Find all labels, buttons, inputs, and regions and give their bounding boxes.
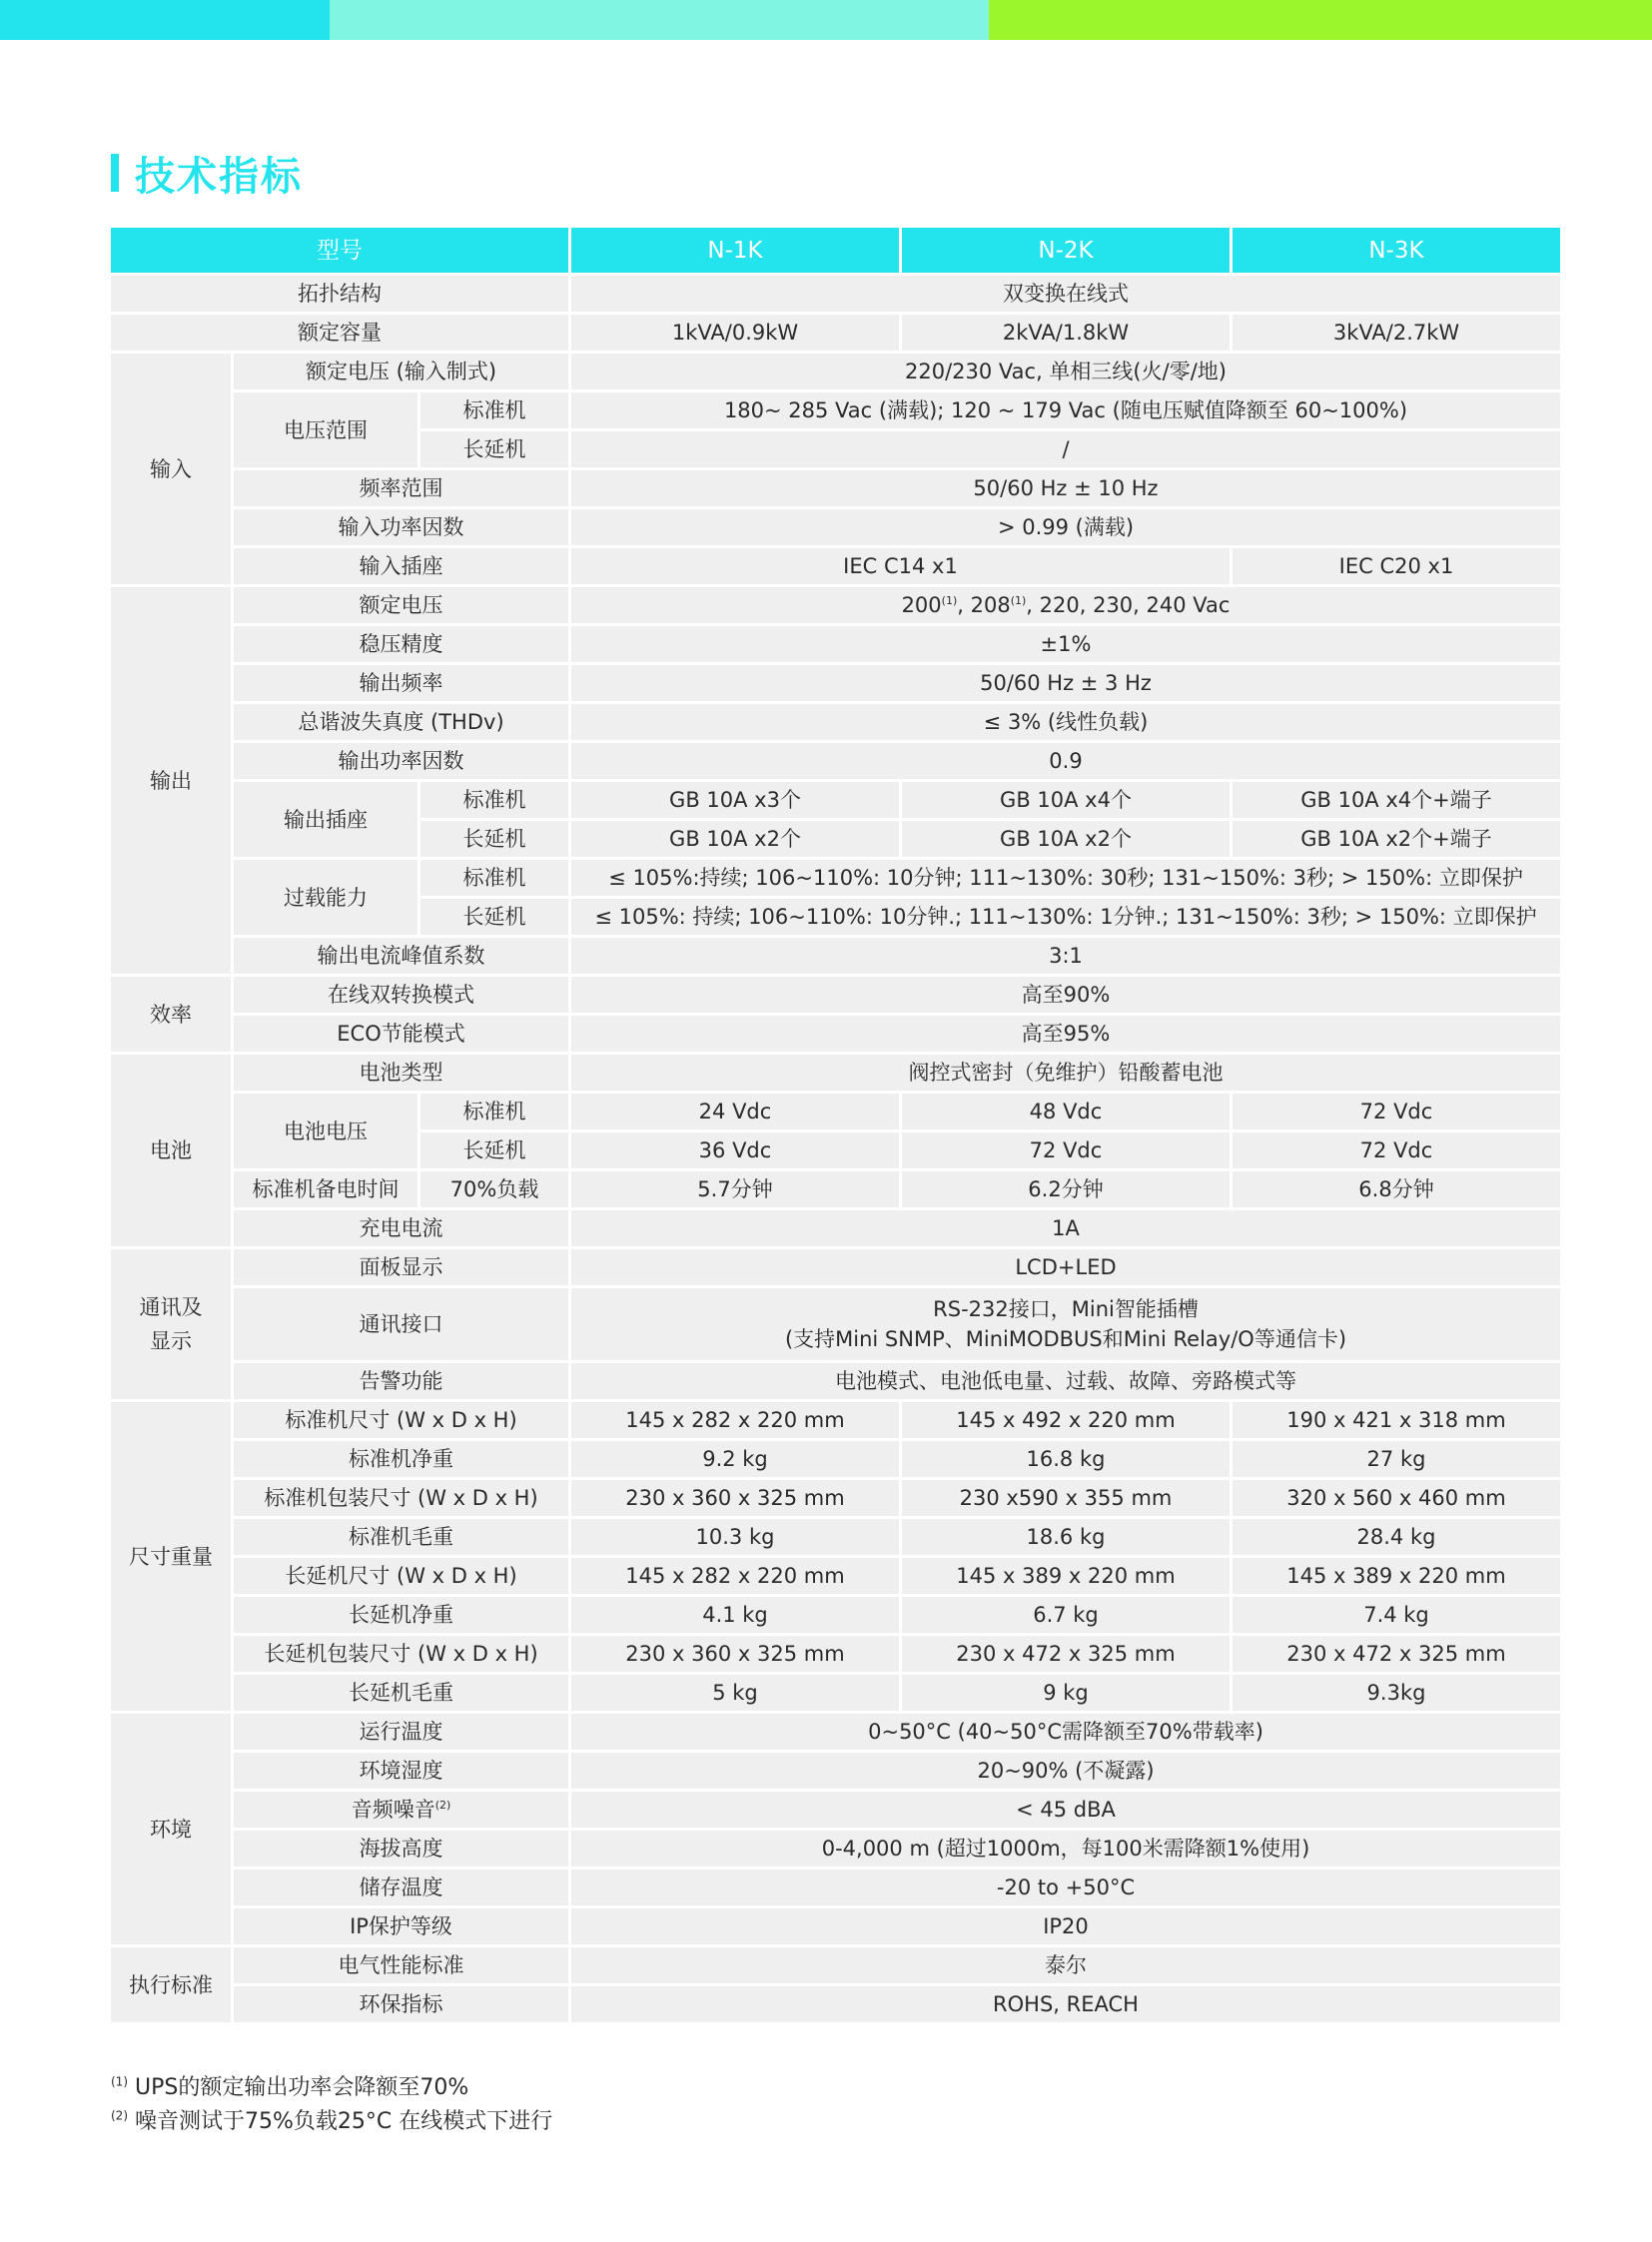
row-value: ≤ 105%:持续; 106~110%: 10分钟; 111~130%: 30秒; 131~150%: 3秒; > 150%: 立即保护	[571, 860, 1560, 896]
group-comm-line1: 通讯及	[139, 1295, 203, 1319]
cell-value: 145 x 282 x 220 mm	[571, 1402, 899, 1438]
row-label: 电池电压	[234, 1094, 417, 1168]
table-row	[111, 1714, 1560, 1750]
cell-value: 230 x590 x 355 mm	[902, 1480, 1230, 1516]
row-label: 长延机包装尺寸 (W x D x H)	[234, 1636, 568, 1672]
group-input: 输入	[111, 354, 231, 584]
row-label: 输出功率因数	[234, 743, 568, 779]
row-value: LCD+LED	[571, 1249, 1560, 1285]
row-label: 拓扑结构	[111, 276, 568, 312]
cell-value: 145 x 492 x 220 mm	[902, 1402, 1230, 1438]
sub-label: 标准机	[420, 860, 568, 896]
cell-value: 145 x 282 x 220 mm	[571, 1558, 899, 1594]
table-row	[111, 1597, 1560, 1633]
sub-label: 标准机	[420, 1094, 568, 1129]
table-row	[111, 1792, 1560, 1828]
row-value: IEC C14 x1	[571, 548, 1230, 584]
cell-value: IEC C20 x1	[1233, 548, 1560, 584]
row-value: 3:1	[571, 938, 1560, 974]
section-title	[111, 150, 303, 200]
row-label: 额定电压	[234, 587, 568, 623]
row-value: 双变换在线式	[571, 276, 1560, 312]
table-row	[111, 470, 1560, 506]
page-title: 技术指标	[135, 153, 303, 200]
top-bar-cyan	[0, 0, 330, 40]
row-label	[234, 1792, 568, 1828]
table-row	[111, 1675, 1560, 1711]
table-row	[111, 938, 1560, 974]
table-row	[111, 392, 1560, 428]
row-value: ROHS, REACH	[571, 1986, 1560, 2022]
table-row	[111, 1171, 1560, 1207]
row-label: 面板显示	[234, 1249, 568, 1285]
row-label: 输出电流峰值系数	[234, 938, 568, 974]
voltage-200: 200	[901, 593, 942, 617]
cell-value: 18.6 kg	[902, 1519, 1230, 1555]
table-row	[111, 354, 1560, 389]
table-row	[111, 1094, 1560, 1129]
interface-line2: (支持Mini SNMP、MiniMODBUS和Mini Relay/O等通信卡)	[784, 1327, 1347, 1351]
cell-value: 1kVA/0.9kW	[571, 315, 899, 351]
group-output: 输出	[111, 587, 231, 974]
sub-label: 长延机	[420, 1132, 568, 1168]
row-label: 运行温度	[234, 1714, 568, 1750]
table-row	[111, 860, 1560, 896]
row-value: 180~ 285 Vac (满载); 120 ~ 179 Vac (随电压赋值降额至 60~100%)	[571, 392, 1560, 428]
row-label: 标准机净重	[234, 1441, 568, 1477]
sub-label: 标准机	[420, 392, 568, 428]
cell-value: 28.4 kg	[1233, 1519, 1560, 1555]
table-row	[111, 1441, 1560, 1477]
cell-value: 72 Vdc	[1233, 1094, 1560, 1129]
row-label: 过载能力	[234, 860, 417, 935]
footnote-text: 噪音测试于75%负载25°C 在线模式下进行	[128, 2109, 553, 2134]
cell-value: GB 10A x2个	[571, 821, 899, 857]
footnote-mark: (1)	[1010, 594, 1027, 607]
row-label: 通讯接口	[234, 1288, 568, 1360]
group-comm-line2: 显示	[150, 1329, 192, 1353]
row-value: 阀控式密封（免维护）铅酸蓄电池	[571, 1055, 1560, 1091]
row-label: 长延机净重	[234, 1597, 568, 1633]
table-row	[111, 1249, 1560, 1285]
table-row	[111, 665, 1560, 701]
cell-value: 72 Vdc	[1233, 1132, 1560, 1168]
table-row	[111, 1908, 1560, 1944]
table-row	[111, 977, 1560, 1013]
sub-label: 长延机	[420, 821, 568, 857]
cell-value: 36 Vdc	[571, 1132, 899, 1168]
separator: ,	[957, 593, 971, 617]
header-row	[111, 228, 1560, 273]
row-label: 稳压精度	[234, 626, 568, 662]
footnotes	[111, 2071, 552, 2139]
row-label: 输出插座	[234, 782, 417, 857]
row-value: 0~50°C (40~50°C需降额至70%带载率)	[571, 1714, 1560, 1750]
cell-value: 9 kg	[902, 1675, 1230, 1711]
table-row	[111, 743, 1560, 779]
group-battery: 电池	[111, 1055, 231, 1246]
spec-table	[108, 225, 1563, 2025]
table-row	[111, 1519, 1560, 1555]
cell-value: GB 10A x2个+端子	[1233, 821, 1560, 857]
table-row	[111, 1480, 1560, 1516]
row-value	[571, 587, 1560, 623]
row-label: 长延机尺寸 (W x D x H)	[234, 1558, 568, 1594]
cell-value: 5 kg	[571, 1675, 899, 1711]
footnote-mark: (2)	[111, 2108, 128, 2123]
row-label: 标准机包装尺寸 (W x D x H)	[234, 1480, 568, 1516]
table-row	[111, 1869, 1560, 1905]
row-label: 输入插座	[234, 548, 568, 584]
row-label: 标准机尺寸 (W x D x H)	[234, 1402, 568, 1438]
row-value: 泰尔	[571, 1947, 1560, 1983]
row-value: -20 to +50°C	[571, 1869, 1560, 1905]
model-n1k: N-1K	[571, 228, 899, 273]
table-row	[111, 626, 1560, 662]
row-value: 220/230 Vac, 单相三线(火/零/地)	[571, 354, 1560, 389]
group-efficiency: 效率	[111, 977, 231, 1052]
row-value: < 45 dBA	[571, 1792, 1560, 1828]
sub-label: 70%负载	[420, 1171, 568, 1207]
table-row	[111, 1402, 1560, 1438]
table-row	[111, 1016, 1560, 1052]
model-n2k: N-2K	[902, 228, 1230, 273]
row-value	[571, 1288, 1560, 1360]
row-label: 电气性能标准	[234, 1947, 568, 1983]
cell-value: 10.3 kg	[571, 1519, 899, 1555]
table-row	[111, 704, 1560, 740]
cell-value: 24 Vdc	[571, 1094, 899, 1129]
title-accent-bar	[111, 154, 119, 192]
row-value: 50/60 Hz ± 3 Hz	[571, 665, 1560, 701]
cell-value: 230 x 472 x 325 mm	[902, 1636, 1230, 1672]
interface-line1: RS-232接口，Mini智能插槽	[933, 1297, 1199, 1321]
row-label: 告警功能	[234, 1363, 568, 1399]
table-row	[111, 1986, 1560, 2022]
row-value: 1A	[571, 1210, 1560, 1246]
table-row	[111, 1831, 1560, 1867]
group-standards: 执行标准	[111, 1947, 231, 2022]
row-label: IP保护等级	[234, 1908, 568, 1944]
cell-value: 6.8分钟	[1233, 1171, 1560, 1207]
cell-value: 6.2分钟	[902, 1171, 1230, 1207]
row-label: 额定电压 (输入制式)	[234, 354, 568, 389]
voltage-208: 208	[970, 593, 1011, 617]
table-row	[111, 1753, 1560, 1789]
cell-value: 230 x 360 x 325 mm	[571, 1636, 899, 1672]
row-value: ≤ 105%: 持续; 106~110%: 10分钟.; 111~130%: 1分钟.; 131~150%: 3秒; > 150%: 立即保护	[571, 899, 1560, 935]
cell-value: 320 x 560 x 460 mm	[1233, 1480, 1560, 1516]
sub-label: 标准机	[420, 782, 568, 818]
table-row	[111, 782, 1560, 818]
cell-value: 2kVA/1.8kW	[902, 315, 1230, 351]
footnote-text: UPS的额定输出功率会降额至70%	[128, 2075, 469, 2100]
cell-value: GB 10A x4个	[902, 782, 1230, 818]
row-value: > 0.99 (满载)	[571, 509, 1560, 545]
footnote-1	[111, 2071, 552, 2105]
cell-value: 230 x 360 x 325 mm	[571, 1480, 899, 1516]
row-value: ±1%	[571, 626, 1560, 662]
cell-value: 145 x 389 x 220 mm	[902, 1558, 1230, 1594]
row-value: 电池模式、电池低电量、过载、故障、旁路模式等	[571, 1363, 1560, 1399]
table-row	[111, 1558, 1560, 1594]
row-label: 充电电流	[234, 1210, 568, 1246]
cell-value: 7.4 kg	[1233, 1597, 1560, 1633]
row-label: 频率范围	[234, 470, 568, 506]
row-label: 标准机毛重	[234, 1519, 568, 1555]
row-value: 0.9	[571, 743, 1560, 779]
row-label: 环保指标	[234, 1986, 568, 2022]
model-n3k: N-3K	[1233, 228, 1560, 273]
row-label: 长延机毛重	[234, 1675, 568, 1711]
cell-value: GB 10A x3个	[571, 782, 899, 818]
table-row	[111, 1288, 1560, 1360]
cell-value: 145 x 389 x 220 mm	[1233, 1558, 1560, 1594]
row-value: /	[571, 431, 1560, 467]
row-value: 0-4,000 m (超过1000m，每100米需降额1%使用)	[571, 1831, 1560, 1867]
group-environment: 环境	[111, 1714, 231, 1944]
cell-value: 9.3kg	[1233, 1675, 1560, 1711]
row-value: 高至90%	[571, 977, 1560, 1013]
top-bar-mint	[330, 0, 989, 40]
table-row	[111, 1055, 1560, 1091]
row-label: ECO节能模式	[234, 1016, 568, 1052]
footnote-mark: (1)	[111, 2074, 128, 2089]
row-label: 额定容量	[111, 315, 568, 351]
table-row	[111, 548, 1560, 584]
table-row	[111, 587, 1560, 623]
group-dimensions: 尺寸重量	[111, 1402, 231, 1711]
row-value: 20~90% (不凝露)	[571, 1753, 1560, 1789]
cell-value: 9.2 kg	[571, 1441, 899, 1477]
row-label: 输出频率	[234, 665, 568, 701]
row-value: 50/60 Hz ± 10 Hz	[571, 470, 1560, 506]
footnote-mark: (2)	[434, 1799, 451, 1812]
table-row	[111, 509, 1560, 545]
row-label: 电压范围	[234, 392, 417, 467]
cell-value: 72 Vdc	[902, 1132, 1230, 1168]
row-label: 电池类型	[234, 1055, 568, 1091]
cell-value: 16.8 kg	[902, 1441, 1230, 1477]
cell-value: 230 x 472 x 325 mm	[1233, 1636, 1560, 1672]
row-value: ≤ 3% (线性负载)	[571, 704, 1560, 740]
cell-value: 4.1 kg	[571, 1597, 899, 1633]
cell-value: 48 Vdc	[902, 1094, 1230, 1129]
row-label: 环境湿度	[234, 1753, 568, 1789]
row-label: 在线双转换模式	[234, 977, 568, 1013]
row-label: 海拔高度	[234, 1831, 568, 1867]
row-label: 储存温度	[234, 1869, 568, 1905]
voltage-rest: , 220, 230, 240 Vac	[1026, 593, 1231, 617]
cell-value: GB 10A x2个	[902, 821, 1230, 857]
cell-value: GB 10A x4个+端子	[1233, 782, 1560, 818]
row-value: IP20	[571, 1908, 1560, 1944]
cell-value: 190 x 421 x 318 mm	[1233, 1402, 1560, 1438]
group-comm	[111, 1249, 231, 1399]
top-bar-lime	[989, 0, 1652, 40]
cell-value: 5.7分钟	[571, 1171, 899, 1207]
table-row	[111, 1947, 1560, 1983]
table-row	[111, 1210, 1560, 1246]
sub-label: 长延机	[420, 431, 568, 467]
table-row	[111, 1636, 1560, 1672]
row-label: 总谐波失真度 (THDv)	[234, 704, 568, 740]
footnote-mark: (1)	[941, 594, 958, 607]
table-row	[111, 315, 1560, 351]
cell-value: 27 kg	[1233, 1441, 1560, 1477]
row-label: 标准机备电时间	[234, 1171, 417, 1207]
noise-label: 音频噪音	[351, 1798, 435, 1822]
model-header: 型号	[111, 228, 568, 273]
table-row	[111, 1363, 1560, 1399]
cell-value: 3kVA/2.7kW	[1233, 315, 1560, 351]
top-color-bar	[0, 0, 1652, 40]
row-label: 输入功率因数	[234, 509, 568, 545]
sub-label: 长延机	[420, 899, 568, 935]
table-row	[111, 276, 1560, 312]
row-value: 高至95%	[571, 1016, 1560, 1052]
cell-value: 6.7 kg	[902, 1597, 1230, 1633]
footnote-2	[111, 2105, 552, 2139]
